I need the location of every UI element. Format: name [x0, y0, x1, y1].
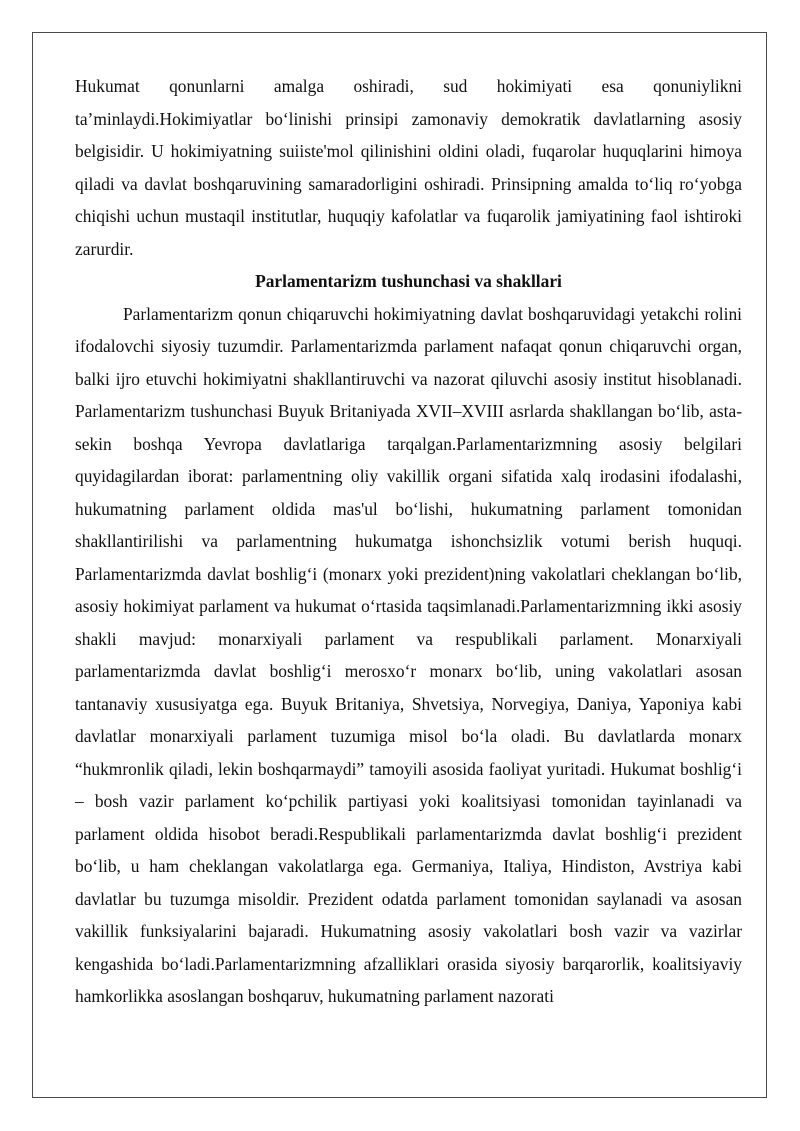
intro-paragraph: Hukumat qonunlarni amalga oshiradi, sud hokimiyati esa qonuniylikni taʼminlaydi.Hokimiyatlar boʻlinishi prinsipi zamonaviy demokratik davlatlarning asosiy belgisidir. U hokimiyatning suiiste'mol qilinishini oldini oladi, fuqarolar huquqlarini himoya qiladi va davlat boshqaruvining samaradorligini oshiradi. Prinsipning amalda toʻliq roʻyobga chiqishi uchun mustaqil institutlar, huquqiy kafolatlar va fuqarolik jamiyatining faol ishtiroki zarurdir.: [75, 76, 742, 259]
section-heading: Parlamentarizm tushunchasi va shakllari: [255, 271, 562, 291]
main-paragraph: Parlamentarizm qonun chiqaruvchi hokimiyatning davlat boshqaruvidagi yetakchi rolini ifodalovchi siyosiy tuzumdir. Parlamentarizmda parlament nafaqat qonun chiqaruvchi organ, balki ijro etuvchi hokimiyatni shakllantiruvchi va nazorat qiluvchi asosiy institut hisoblanadi. Parlamentarizm tushunchasi Buyuk Britaniyada XVII–XVIII asrlarda shakllangan boʻlib, asta-sekin boshqa Yevropa davlatlariga tarqalgan.Parlamentarizmning asosiy belgilari quyidagilardan iborat: parlamentning oliy vakillik organi sifatida xalq irodasini ifodalashi, hukumatning parlament oldida mas'ul boʻlishi, hukumatning parlament tomonidan shakllantirilishi va parlamentning hukumatga ishonchsizlik votumi berish huquqi. Parlamentarizmda davlat boshligʻi (monarx yoki prezident)ning vakolatlari cheklangan boʻlib, asosiy hokimiyat parlament va hukumat oʻrtasida taqsimlanadi.Parlamentarizmning ikki asosiy shakli mavjud: monarxiyali parlament va respublikali parlament. Monarxiyali parlamentarizmda davlat boshligʻi merosxoʻr monarx boʻlib, uning vakolatlari asosan tantanaviy xususiyatga ega. Buyuk Britaniya, Shvetsiya, Norvegiya, Daniya, Yaponiya kabi davlatlar monarxiyali parlament tuzumiga misol boʻla oladi. Bu davlatlarda monarx “hukmronlik qiladi, lekin boshqarmaydi” tamoyili asosida faoliyat yuritadi. Hukumat boshligʻi – bosh vazir parlament koʻpchilik partiyasi yoki koalitsiyasi tomonidan tayinlanadi va parlament oldida hisobot beradi.Respublikali parlamentarizmda davlat boshligʻi prezident boʻlib, u ham cheklangan vakolatlarga ega. Germaniya, Italiya, Hindiston, Avstriya kabi davlatlar bu tuzumga misoldir. Prezident odatda parlament tomonidan saylanadi va asosan vakillik funksiyalarini bajaradi. Hukumatning asosiy vakolatlari bosh vazir va vazirlar kengashida boʻladi.Parlamentarizmning afzalliklari orasida siyosiy barqarorlik, koalitsiyaviy hamkorlikka asoslangan boshqaruv, hukumatning parlament nazorati: [75, 303, 742, 1006]
document-body: [75, 70, 742, 1013]
